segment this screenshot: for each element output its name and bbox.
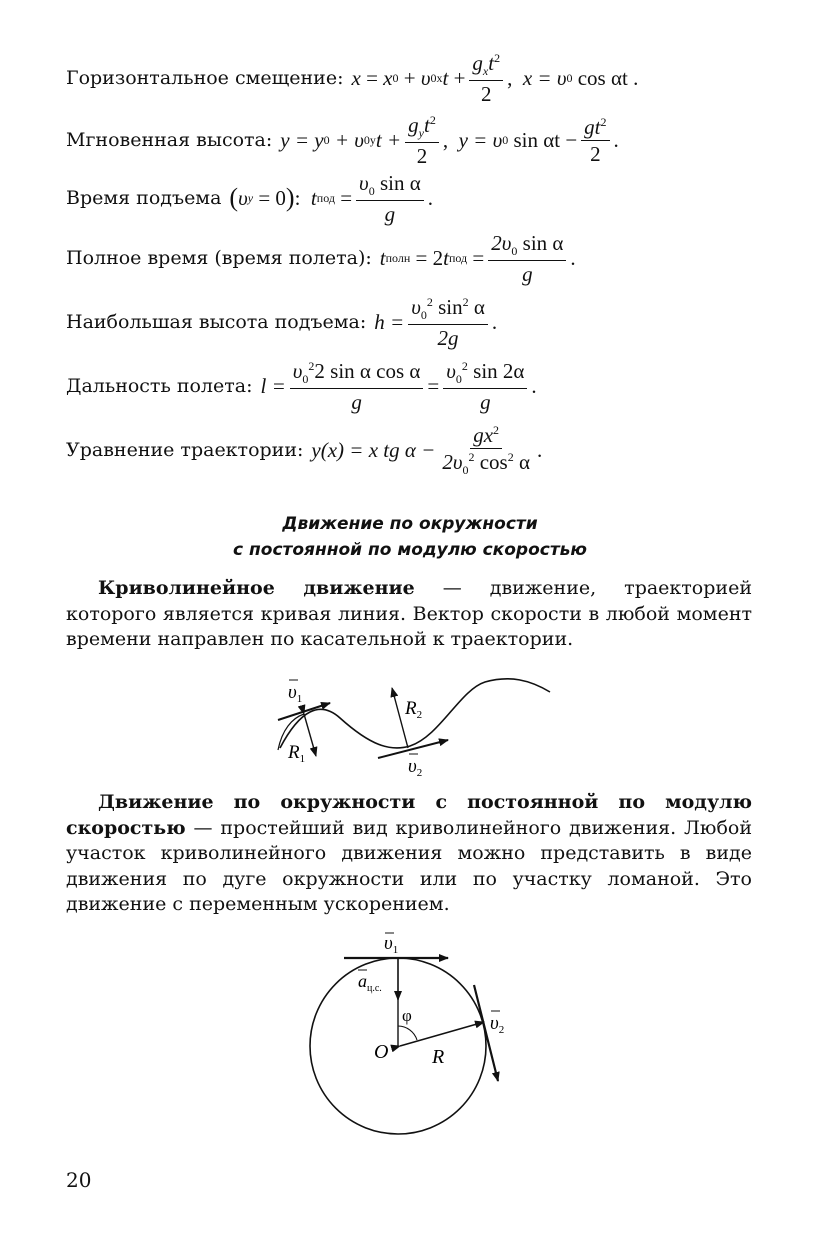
- label-v1: $\upsilon_1$: [384, 933, 399, 956]
- label-r2: $R_2$: [405, 698, 423, 721]
- formula-label: Уравнение траектории:: [66, 439, 304, 462]
- circular-motion-figure: [300, 925, 530, 1170]
- formula-label: Горизонтальное смещение:: [66, 67, 344, 90]
- velocity-vector-1: [278, 703, 330, 720]
- angle-arc-phi: [398, 1026, 417, 1040]
- formula-horizontal-displacement: Горизонтальное смещение: x = x 0 + υ 0x t + $\frac{g_xt^2}{2}$ , x = υ 0 cos αt .: [66, 51, 639, 106]
- fraction: $\frac{gt^2}{2}$: [581, 116, 609, 165]
- fraction: $\frac{g_yt^2}{2}$: [405, 114, 439, 167]
- formula-flight-time: Полное время (время полета): t полн = 2 t под = $\frac{2\upsilon_0 \sin \alpha}{g}$ .: [66, 231, 576, 286]
- radius-vector-1: [304, 714, 316, 756]
- radius-vector-2: [400, 1022, 484, 1046]
- formula-label: Мгновенная высота:: [66, 129, 273, 152]
- formula-label: Полное время (время полета):: [66, 247, 372, 270]
- label-v1: $\upsilon_1$: [288, 682, 303, 705]
- label-radius-r: R: [432, 1046, 445, 1068]
- fraction: $\frac{g_xt^2}{2}$: [469, 52, 503, 105]
- page-number: 20: [66, 1168, 92, 1192]
- section-heading-line2: с постоянной по модулю скоростью: [233, 540, 587, 560]
- label-center-o: O: [374, 1041, 389, 1063]
- formula-trajectory: Уравнение траектории: y(x) = x tg α − $\frac{gx^2}{2\upsilon_0^2 \cos^2 \alpha}$ .: [66, 423, 543, 478]
- fraction: $\frac{gx^2}{2\upsilon_0^2 \cos^2 \alpha}$: [442, 423, 530, 478]
- label-v2: $\upsilon_2$: [490, 1013, 505, 1036]
- label-phi: φ: [402, 1006, 412, 1025]
- formula-max-height: Наибольшая высота подъема: h = $\frac{\upsilon_0^2 \sin^2 \alpha}{2g}$ .: [66, 295, 498, 350]
- formula-label: Время подъема: [66, 187, 222, 210]
- fraction: $\frac{\upsilon_0^2 \sin 2\alpha}{g}$: [443, 360, 527, 413]
- label-r1: $R_1$: [288, 742, 306, 765]
- curvilinear-motion-figure: [260, 670, 560, 785]
- paragraph-circular-motion: Движение по окружности с постоянной по модулю скоростью — простейший вид криволинейного движения. Любой участок криволинейного движения можно представить в виде движения по дуге окружности или по участку ломаной. Это движение с переменным ускорением.: [66, 791, 752, 915]
- formula-label: Дальность полета:: [66, 375, 253, 398]
- formula-rise-time: Время подъема ( υ y = 0 ) : t под = $\frac{\upsilon_0 \sin \alpha}{g}$ .: [66, 171, 433, 226]
- fraction: $\frac{\upsilon_0^2 \sin^2 \alpha}{2g}$: [408, 296, 488, 349]
- formula-label: Наибольшая высота подъема:: [66, 311, 367, 334]
- paragraph-curvilinear: Криволинейное движение — движение, траекторией которого является кривая линия. Вектор скорости в любой момент времени направлен по касательной к траектории.: [66, 577, 752, 650]
- label-v2: $\upsilon_2$: [408, 756, 423, 779]
- fraction: $\frac{2\upsilon_0 \sin \alpha}{g}$: [488, 232, 566, 285]
- term: Движение по окружности с постоянной по модулю скоростью: [66, 791, 752, 839]
- fraction: $\frac{\upsilon_0^22 \sin \alpha \cos \alpha}{g}$: [290, 360, 424, 413]
- fraction: $\frac{\upsilon_0 \sin \alpha}{g}$: [356, 172, 424, 225]
- formula-range: Дальность полета: l = $\frac{\upsilon_0^22 \sin \alpha \cos \alpha}{g}$ = $\frac{\upsilon_0^2 \sin 2\alpha}{g}$ .: [66, 359, 537, 414]
- section-heading-line1: Движение по окружности: [282, 514, 538, 534]
- term: Криволинейное движение: [98, 577, 415, 599]
- label-acceleration: $a_{ц.с.}$: [358, 971, 382, 994]
- formula-instant-height: Мгновенная высота: y = y 0 + υ 0y t + $\frac{g_yt^2}{2}$ , y = υ 0 sin αt − $\frac{gt^2}{2}$ .: [66, 113, 619, 168]
